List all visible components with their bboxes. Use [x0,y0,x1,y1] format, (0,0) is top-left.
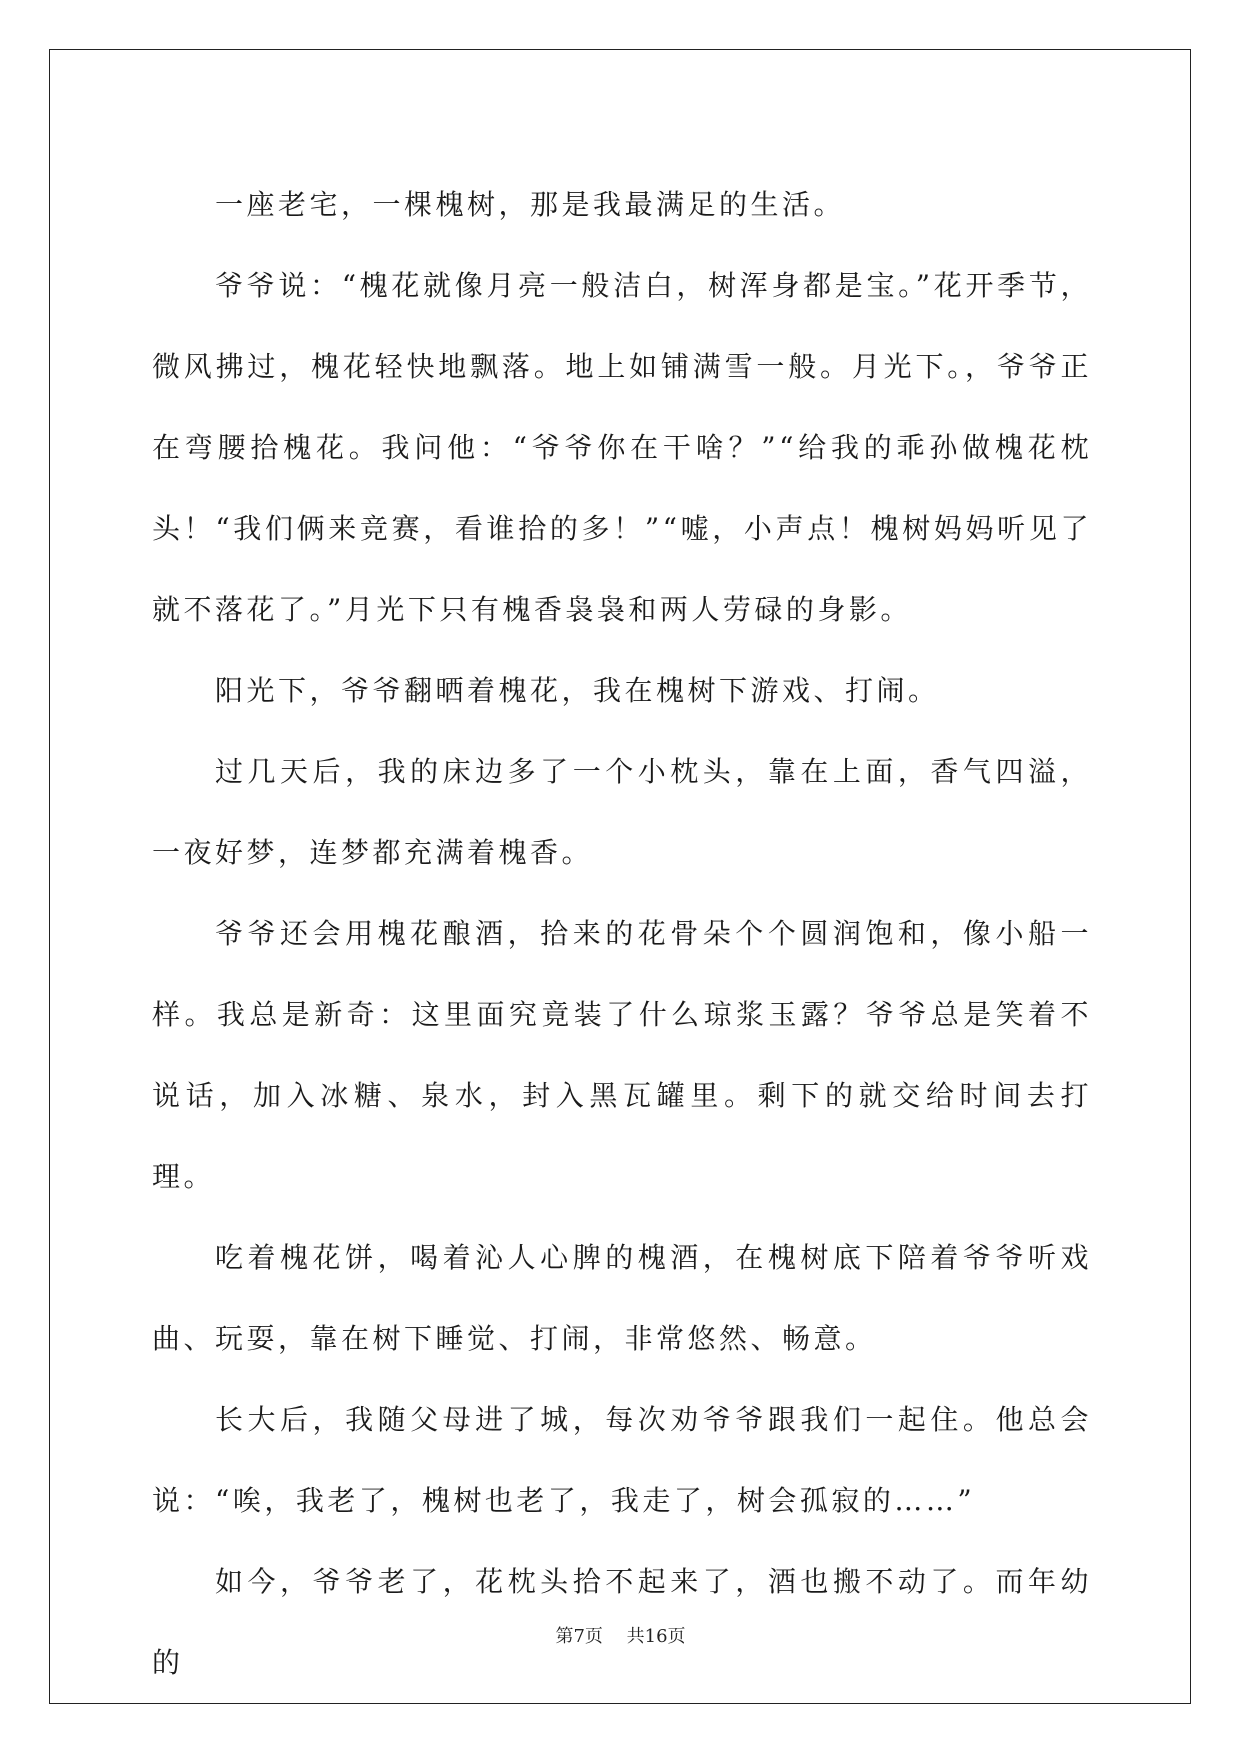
page-footer [0,1622,1241,1648]
paragraph: 阳光下，爷爷翻晒着槐花，我在槐树下游戏、打闹。 [215,674,940,707]
paragraph: 一座老宅，一棵槐树，那是我最满足的生活。 [215,188,846,221]
paragraph: 爷爷说：“槐花就像月亮一般洁白，树浑身都是宝。”花开季节，微风拂过，槐花轻快地飘落。地上如铺满雪一般。月光下。，爷爷正在弯腰拾槐花。我问他：“爷爷你在干啥？”“给我的乖孙做槐花枕头！“我们俩来竞赛，看谁拾的多！”“嘘，小声点！槐树妈妈听见了就不落花了。”月光下只有槐香袅袅和两人劳碌的身影。 [152,269,1092,626]
paragraph: 爷爷还会用槐花酿酒，拾来的花骨朵个个圆润饱和，像小船一样。我总是新奇：这里面究竟装了什么琼浆玉露？爷爷总是笑着不说话，加入冰糖、泉水，封入黑瓦罐里。剩下的就交给时间去打理。 [152,917,1092,1193]
paragraph: 过几天后，我的床边多了一个小枕头，靠在上面，香气四溢，一夜好梦，连梦都充满着槐香。 [152,755,1092,869]
paragraph: 长大后，我随父母进了城，每次劝爷爷跟我们一起住。他总会说：“唉，我老了，槐树也老了，我走了，树会孤寂的……” [152,1403,1092,1517]
paragraph: 吃着槐花饼，喝着沁人心脾的槐酒，在槐树底下陪着爷爷听戏曲、玩耍，靠在树下睡觉、打闹，非常悠然、畅意。 [152,1241,1092,1355]
paragraph: 如今，爷爷老了，花枕头拾不起来了，酒也搬不动了。而年幼的 [152,1565,1092,1679]
document-body [152,164,1092,1703]
page-total: 共16页 [626,1626,686,1647]
page-number: 第7页 [555,1626,603,1647]
